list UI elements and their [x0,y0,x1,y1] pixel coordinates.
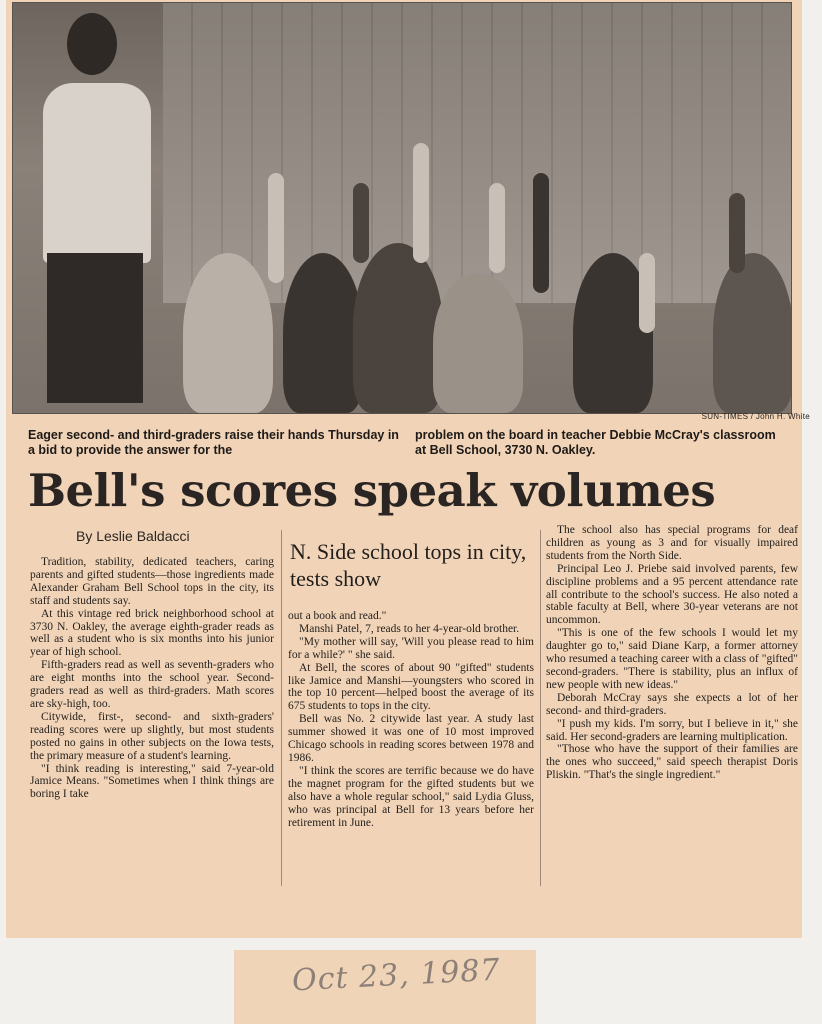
subheadline: N. Side school tops in city, tests show [290,539,527,591]
column-divider [281,530,282,886]
student-figure [183,253,273,413]
article-column-3 [546,524,798,782]
photo-caption [28,428,788,457]
article-column-1 [30,556,274,801]
photo-credit: SUN-TIMES / John H. White [701,412,810,421]
student-figure [433,273,523,413]
paragraph: out a book and read." [288,610,387,622]
byline: By Leslie Baldacci [76,528,190,544]
paragraph: Deborah McCray says she expects a lot of her second- and third-graders. [546,691,798,717]
handwritten-date: Oct 23, 1987 [291,952,502,999]
column-divider [540,530,541,886]
paragraph: At this vintage red brick neighborhood school at 3730 N. Oakley, the average eighth-grader reads as well as a student who is six months into his junior year of high school. [30,607,274,659]
article-column-2 [288,610,534,829]
paragraph: "Those who have the support of their families are the ones who succeed," said speech therapist Doris Pliskin. "That's the single ingredient." [546,743,798,782]
paragraph: Manshi Patel, 7, reads to her 4-year-old brother. [299,622,520,635]
paragraph: Tradition, stability, dedicated teachers, caring parents and gifted students—those ingredients made Alexander Graham Bell School tops in the city, its staff and students say. [30,556,274,607]
teacher-figure [37,13,157,413]
paragraph: "I push my kids. I'm sorry, but I believe in it," she said. Her second-graders are learning multiplication. [546,717,798,743]
student-figure [283,253,363,413]
paragraph: At Bell, the scores of about 90 "gifted" students like Jamice and Manshi—youngsters who scored in the top 10 percent—helped boost the average of its 675 students to tops in the city. [288,661,534,713]
paragraph: "I think the scores are terrific because we do have the magnet program for the gifted students but we also have a whole regular school," said Lydia Gluss, who was principal at Bell for 13 years before her retirement in June. [288,764,534,829]
classroom-photo [12,2,792,414]
caption-right: problem on the board in teacher Debbie McCray's classroom at Bell School, 3730 N. Oakley. [415,428,776,457]
headline: Bell's scores speak volumes [28,464,716,517]
chalkboard [163,3,791,303]
paragraph: "This is one of the few schools I would let my daughter go to," said Diane Karp, a former attorney who resumed a teaching career with a class of "gifted" second-graders. "There is stability, plus an influx of new people with new ideas." [546,627,798,691]
caption-left: Eager second- and third-graders raise their hands Thursday in a bid to provide the answer for the [28,428,399,457]
paragraph: "My mother will say, 'Will you please read to him for a while?' " she said. [288,635,534,661]
paragraph: Principal Leo J. Priebe said involved parents, few discipline problems and a 95 percent attendance rate all contribute to the school's success. He also noted a stable faculty at Bell, where 30-year veterans are not uncommon. [546,562,798,627]
student-figure [353,243,443,413]
paragraph: Bell was No. 2 citywide last year. A study last summer showed it was one of 10 most improved Chicago schools in reading scores between 1978 and 1986. [288,713,534,764]
student-figure [713,253,792,413]
paragraph: Citywide, first-, second- and sixth-graders' reading scores were up slightly, but most students posted no gains in other subjects on the Iowa tests, the primary measure of a student's learning. [30,710,274,762]
paragraph: "I think reading is interesting," said 7-year-old Jamice Means. "Sometimes when I think things are boring I take [30,762,274,801]
paragraph: The school also has special programs for deaf children as young as 3 and for visually impaired students from the North Side. [546,524,798,562]
paragraph: Fifth-graders read as well as seventh-graders who are eight months into the school year. Second-graders read as well as third-graders. Math scores are sky-high, too. [30,659,274,710]
